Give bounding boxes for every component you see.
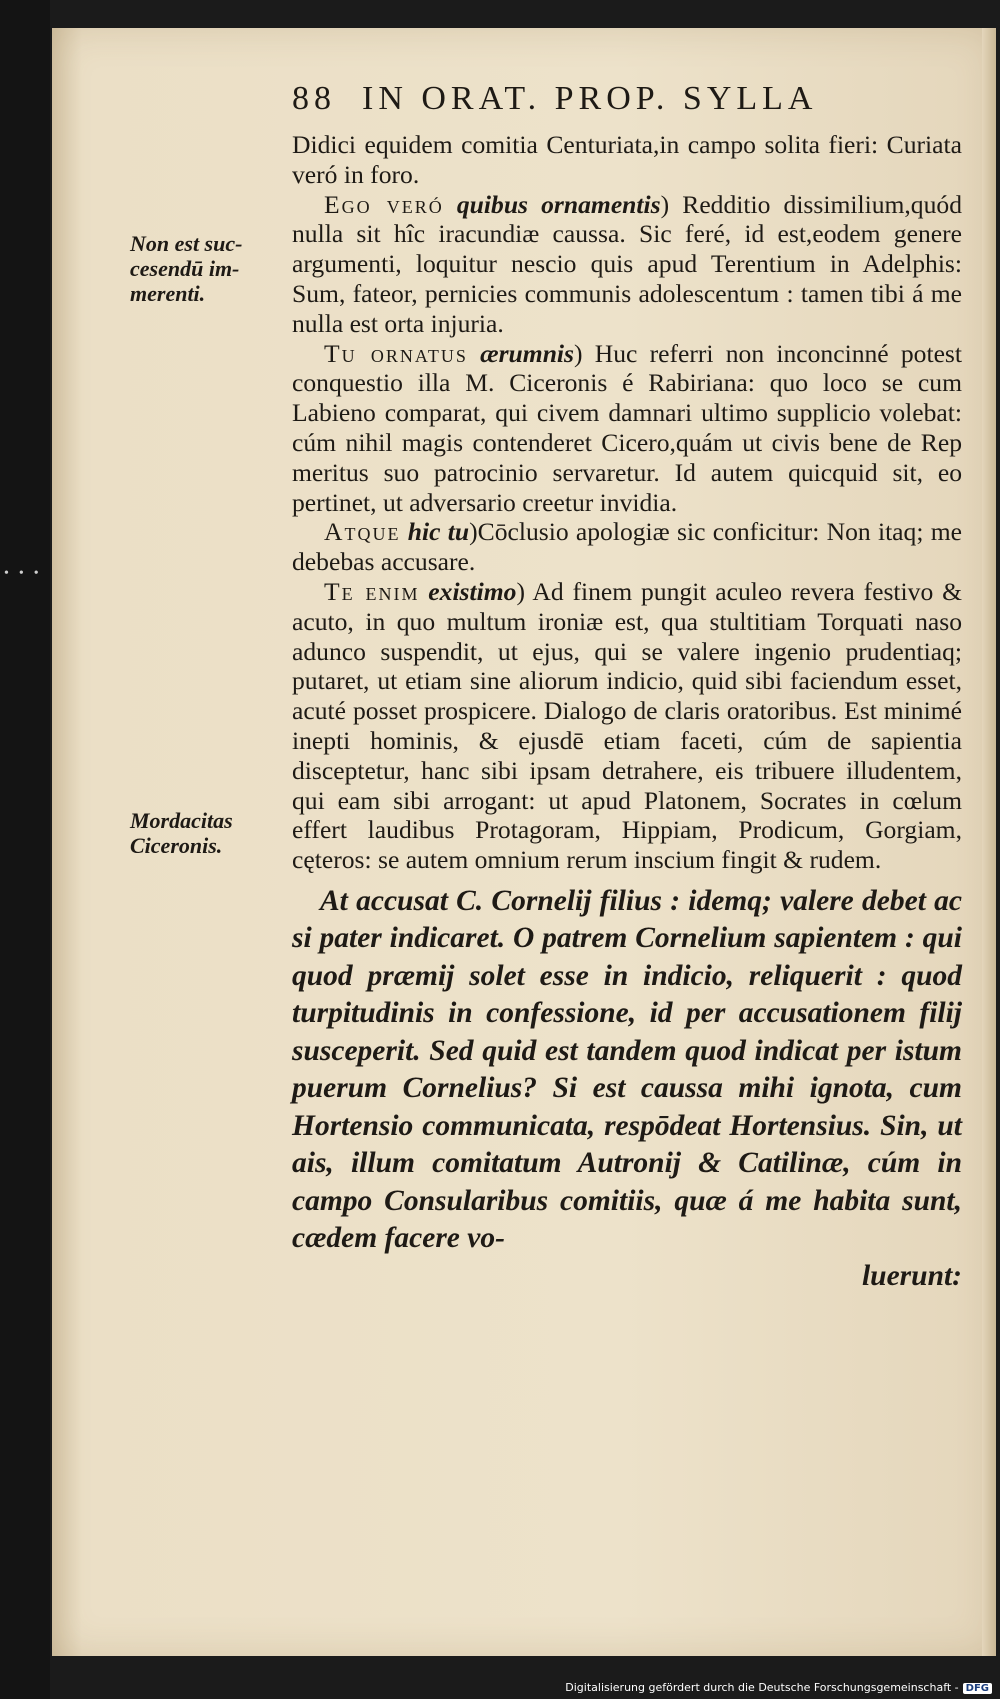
paragraph [292,190,962,339]
lemma-italic: existimo [428,576,517,606]
page-number: 88 [292,80,336,117]
paragraph-text: ) Redditio dissimilium,quód nulla sit hîc iracundiæ caussa. Sic feré, id est,eodem genere argumenti, loquitur nescio quis apud Terentium in Adelphis: Sum, fateor, pernicies communis adolescentum : tamen tibi á me nulla est orta injuria. [292,189,962,338]
lemma: Atque [324,517,401,547]
quote-text: At accusat C. Cornelij filius : idemq; valere debet ac si pater indicaret. O patrem Cornelium sapientem : qui quod præmij solet esse in indicio, reliquerit : quod turpitudinis in confessione, id per accusationem filij susceperit. Sed quid est tandem quod indicat per istum puerum Cornelius? Si est caussa mihi ignota, cum Hortensio communicata, respōdeat Hortensius. Sin, ut ais, illum comitatum Autronij & Catilinæ, cúm in campo Consularibus comitiis, quæ á me habita sunt, cædem facere vo- [292,884,962,1255]
lemma: Ego veró [324,189,444,219]
paragraph: Didici equidem comitia Centuriata,in campo solita fieri: Curiata veró in foro. [292,130,962,189]
paragraph [292,577,962,875]
lemma-italic: hic tu [407,517,470,547]
lemma-italic: ærumnis [480,338,574,368]
lemma: Tu ornatus [324,338,468,368]
lemma-italic: quibus ornamentis [456,189,661,219]
running-header [292,80,972,118]
paragraph-text: ) Ad finem pungit aculeo revera festivo & acuto, in quo multum ironiæ est, qua stultitiam Torquati naso adunco suspendit, ut ejus, qui se valere ingenio prudentiaq; putaret, ut etiam sine aliorum indicio, quid sibi faciendum esset, acuté posset prospicere. Dialogo de claris oratoribus. Est minimé inepti hominis, & ejusdē etiam faceti, cúm de sapientia disceptetur, hanc sibi ipsam detrahere, eis tribuere illudentem, qui eam sibi arrogant: ut apud Platonem, Socrates in cœlum effert laudibus Protagoram, Hippiam, Prodicum, Gorgiam, cęteros: se autem omnium rerum inscium fingit & rudem. [292,576,962,875]
lemma: Te enim [324,576,420,606]
credit-text: Digitalisierung gefördert durch die Deutsche Forschungsgemeinschaft - [565,1681,959,1694]
book-page [52,28,996,1656]
dfg-logo-icon: DFG [963,1683,992,1694]
paragraph-text: )Cōclusio apologiæ sic conficitur: Non itaq; me debebas accusare. [292,517,962,577]
running-title: IN ORAT. PROP. SYLLA [362,80,818,117]
paragraph [292,517,962,577]
digitization-credit [565,1681,992,1694]
scanner-marks: ••• [4,566,49,581]
paragraph [292,339,962,518]
margin-note: Mordacitas Ciceronis. [130,808,233,858]
paragraph-text: ) Huc referri non inconcinné potest conquestio illa M. Ciceronis é Rabiriana: quo loco se cum Labieno comparat, qui civem damnari ultimo supplicio volebat: cúm nihil magis contenderet Cicero,quám ut civis bene de Rep meritus suo patrocinio servaretur. Id autem quicquid sit, eo pertinet, ut adversario creetur invidia. [292,338,963,517]
commentary-text [292,130,962,1295]
scan-background-left [0,0,50,1699]
oration-quote [292,883,962,1296]
page-edge [982,28,996,1656]
quote-last-word: luerunt: [861,1259,962,1292]
margin-note: Non est suc-cesendū im-merenti. [130,231,243,306]
